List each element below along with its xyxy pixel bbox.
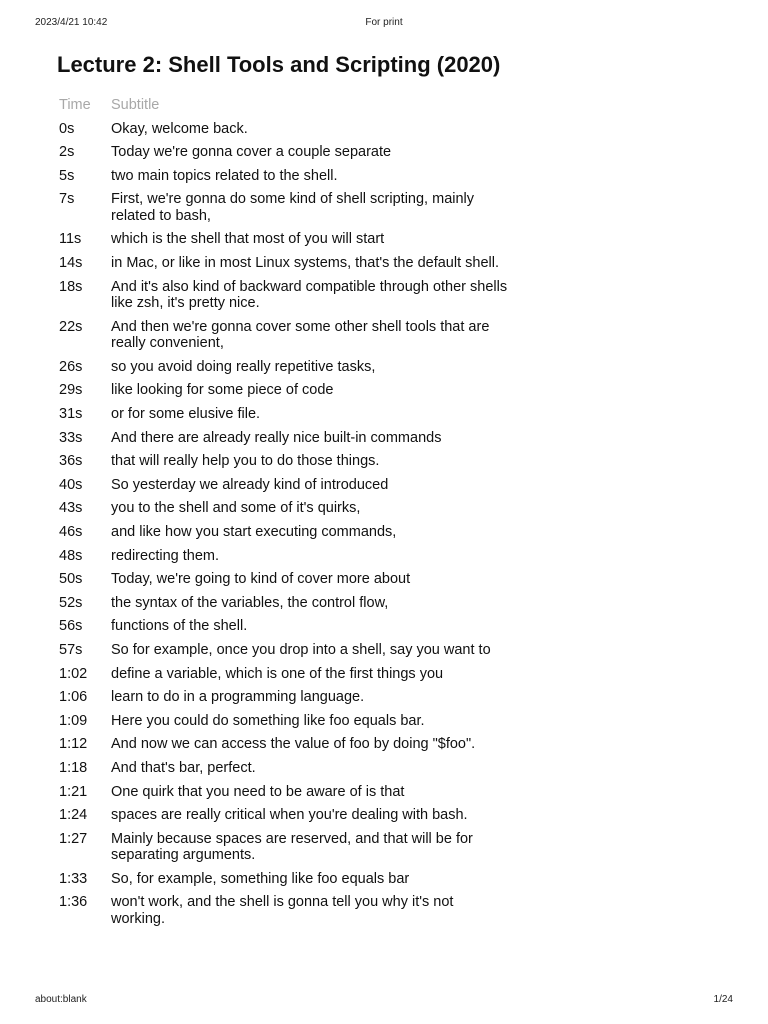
subtitle-text: so you avoid doing really repetitive tasks, bbox=[111, 358, 376, 375]
subtitle-text: the syntax of the variables, the control flow, bbox=[111, 594, 389, 611]
transcript-row bbox=[59, 382, 509, 399]
transcript-row bbox=[59, 191, 509, 224]
subtitle-text: like looking for some piece of code bbox=[111, 382, 334, 399]
timestamp: 1:21 bbox=[59, 783, 88, 800]
timestamp: 46s bbox=[59, 524, 83, 540]
subtitle-text: And it's also kind of backward compatible through other shells like zsh, it's pretty nice. bbox=[111, 278, 508, 312]
timestamp: 33s bbox=[59, 429, 83, 446]
subtitle-text: So for example, once you drop into a shell, say you want to bbox=[111, 641, 491, 658]
transcript-row bbox=[59, 618, 509, 635]
subtitle-text: And now we can access the value of foo by doing "$foo". bbox=[111, 736, 476, 753]
subtitle-text: And then we're gonna cover some other shell tools that are really convenient, bbox=[111, 318, 490, 352]
timestamp: 57s bbox=[59, 641, 83, 658]
subtitle-text: you to the shell and some of it's quirks, bbox=[111, 500, 361, 517]
subtitle-column-header: Subtitle bbox=[111, 97, 160, 113]
subtitle-text: define a variable, which is one of the first things you bbox=[111, 665, 444, 682]
print-header bbox=[35, 17, 733, 31]
transcript-row bbox=[59, 319, 509, 352]
timestamp: 1:24 bbox=[59, 807, 88, 824]
transcript-row bbox=[59, 871, 509, 888]
subtitle-text: or for some elusive file. bbox=[111, 406, 261, 423]
timestamp: 1:02 bbox=[59, 665, 88, 682]
subtitle-text: that will really help you to do those things. bbox=[111, 453, 380, 470]
transcript-row bbox=[59, 359, 509, 376]
timestamp: 1:18 bbox=[59, 759, 88, 776]
transcript-row bbox=[59, 689, 509, 706]
page-title: Lecture 2: Shell Tools and Scripting (2020) bbox=[57, 52, 501, 77]
transcript-row bbox=[59, 231, 509, 248]
transcript-row bbox=[59, 524, 509, 541]
timestamp: 1:12 bbox=[59, 736, 88, 753]
transcript-row bbox=[59, 255, 509, 272]
subtitle-text: in Mac, or like in most Linux systems, that's the default shell. bbox=[111, 255, 499, 272]
subtitle-text: So yesterday we already kind of introduced bbox=[111, 476, 389, 493]
subtitle-text: One quirk that you need to be aware of is that bbox=[111, 783, 405, 800]
timestamp: 43s bbox=[59, 500, 83, 517]
subtitle-text: spaces are really critical when you're dealing with bash. bbox=[111, 807, 468, 824]
transcript-row bbox=[59, 595, 509, 612]
print-footer bbox=[35, 994, 733, 1008]
timestamp: 26s bbox=[59, 358, 83, 375]
timestamp: 31s bbox=[59, 406, 83, 423]
subtitle-text: which is the shell that most of you will start bbox=[111, 231, 385, 248]
transcript-row bbox=[59, 760, 509, 777]
subtitle-text: And there are already really nice built-in commands bbox=[111, 429, 442, 446]
timestamp: 48s bbox=[59, 547, 83, 564]
timestamp: 29s bbox=[59, 382, 83, 399]
subtitle-text: Mainly because spaces are reserved, and that will be for separating arguments. bbox=[111, 830, 473, 864]
subtitle-text: Today, we're going to kind of cover more about bbox=[111, 571, 411, 588]
timestamp: 50s bbox=[59, 571, 83, 588]
transcript-row bbox=[59, 406, 509, 423]
transcript-row bbox=[59, 713, 509, 730]
timestamp: 1:06 bbox=[59, 689, 88, 706]
subtitle-text: So, for example, something like foo equals bar bbox=[111, 870, 410, 887]
timestamp: 14s bbox=[59, 255, 83, 272]
transcript-row bbox=[59, 144, 509, 161]
transcript-row bbox=[59, 642, 509, 659]
time-column-header: Time bbox=[59, 97, 91, 113]
subtitle-text: two main topics related to the shell. bbox=[111, 167, 338, 184]
timestamp: 1:33 bbox=[59, 870, 88, 887]
transcript-row bbox=[59, 477, 509, 494]
timestamp: 1:09 bbox=[59, 712, 88, 729]
subtitle-text: Here you could do something like foo equals bar. bbox=[111, 712, 425, 729]
print-url: about:blank bbox=[35, 994, 87, 1005]
transcript-row bbox=[59, 168, 509, 185]
timestamp: 7s bbox=[59, 191, 75, 208]
print-date: 2023/4/21 10:42 bbox=[35, 17, 108, 28]
timestamp: 5s bbox=[59, 167, 75, 184]
transcript-row bbox=[59, 453, 509, 470]
transcript-row bbox=[59, 121, 509, 138]
transcript-row bbox=[59, 279, 509, 312]
transcript-row bbox=[59, 500, 509, 517]
timestamp: 52s bbox=[59, 594, 83, 611]
table-header bbox=[59, 97, 509, 114]
subtitle-text: learn to do in a programming language. bbox=[111, 689, 365, 706]
subtitle-text: Today we're gonna cover a couple separate bbox=[111, 144, 392, 161]
transcript-row bbox=[59, 807, 509, 824]
subtitle-text: Okay, welcome back. bbox=[111, 120, 248, 137]
timestamp: 56s bbox=[59, 618, 83, 635]
transcript-row bbox=[59, 571, 509, 588]
subtitle-text: functions of the shell. bbox=[111, 618, 248, 635]
transcript-row bbox=[59, 548, 509, 565]
transcript-row bbox=[59, 784, 509, 801]
transcript-row bbox=[59, 666, 509, 683]
timestamp: 0s bbox=[59, 120, 75, 137]
print-title: For print bbox=[365, 17, 403, 28]
timestamp: 2s bbox=[59, 144, 75, 161]
timestamp: 1:36 bbox=[59, 894, 88, 911]
transcript-row bbox=[59, 430, 509, 447]
transcript-row bbox=[59, 736, 509, 753]
transcript-row bbox=[59, 894, 509, 927]
subtitle-text: and like how you start executing commands, bbox=[111, 524, 397, 540]
subtitle-text: won't work, and the shell is gonna tell you why it's not working. bbox=[111, 894, 454, 927]
timestamp: 22s bbox=[59, 318, 83, 335]
transcript-rows bbox=[59, 121, 509, 928]
subtitle-text: redirecting them. bbox=[111, 547, 219, 564]
transcript-table bbox=[59, 97, 509, 935]
subtitle-text: First, we're gonna do some kind of shell scripting, mainly related to bash, bbox=[111, 191, 475, 224]
subtitle-text: And that's bar, perfect. bbox=[111, 759, 256, 776]
transcript-row bbox=[59, 831, 509, 864]
timestamp: 11s bbox=[59, 231, 82, 248]
timestamp: 40s bbox=[59, 476, 83, 493]
timestamp: 1:27 bbox=[59, 830, 88, 847]
timestamp: 36s bbox=[59, 453, 83, 470]
page-number: 1/24 bbox=[713, 994, 733, 1005]
timestamp: 18s bbox=[59, 278, 83, 295]
